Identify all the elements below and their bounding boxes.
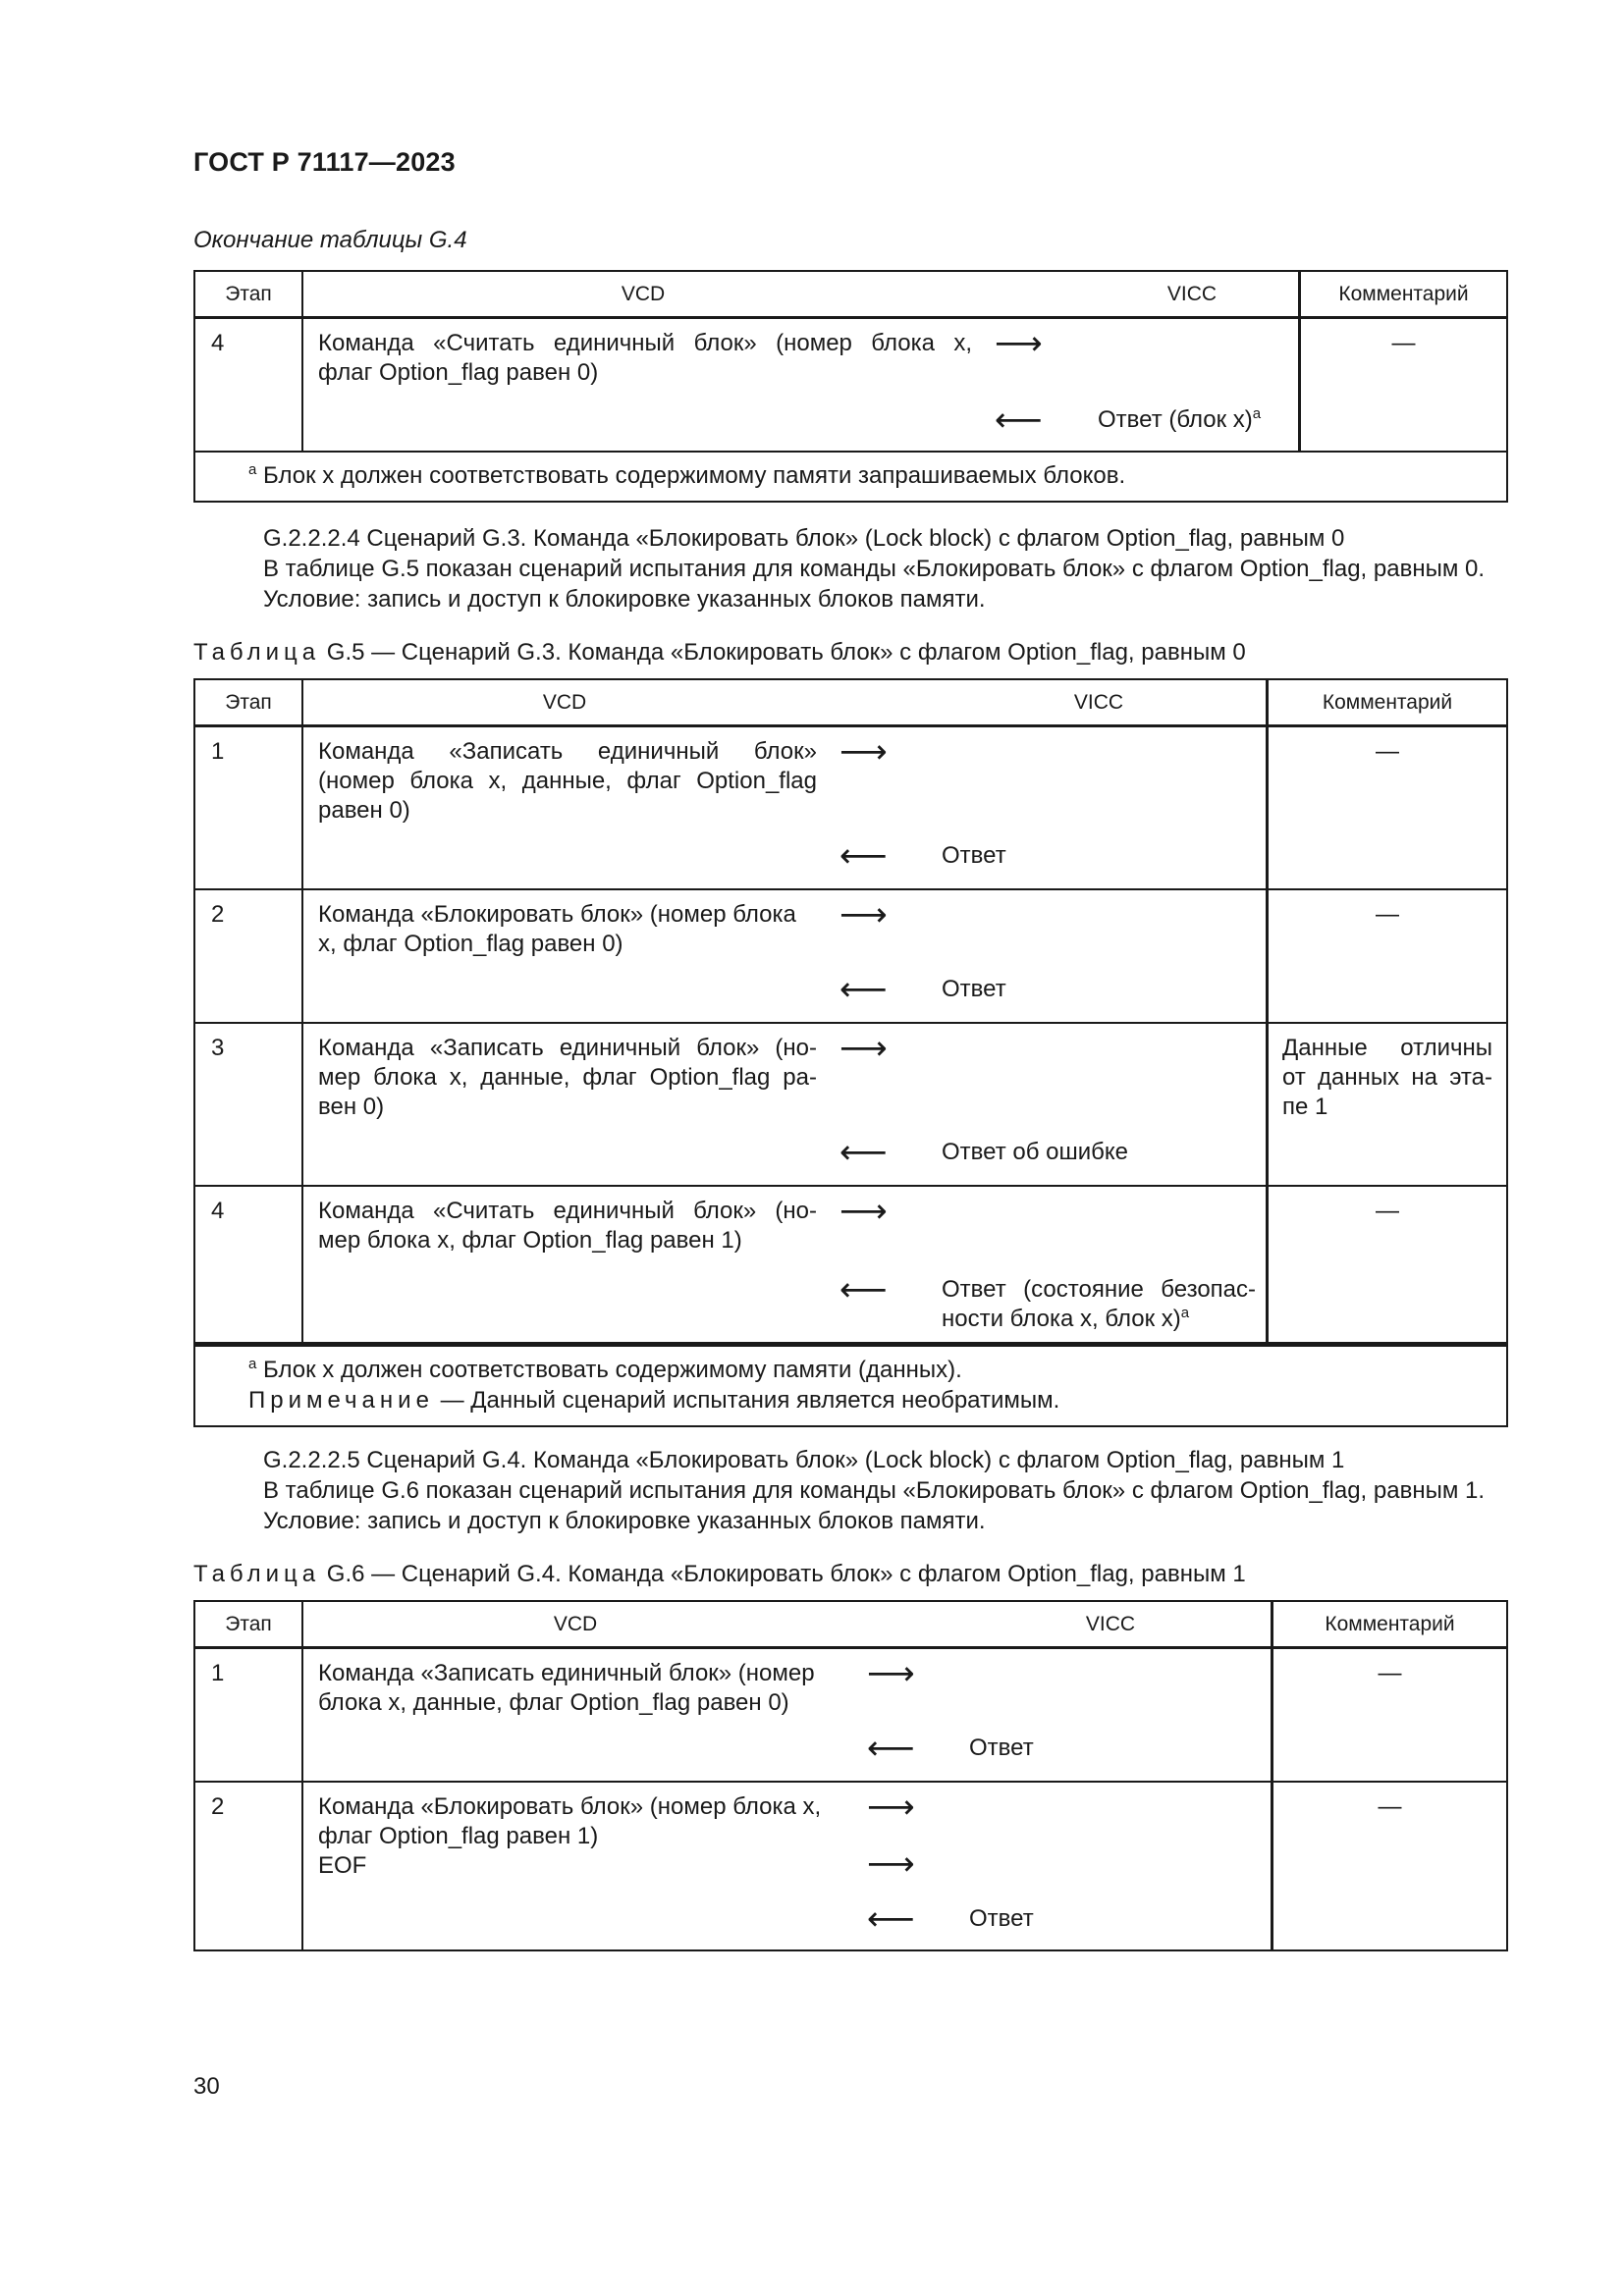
table-row bbox=[195, 1024, 1506, 1187]
row-response bbox=[1098, 405, 1261, 435]
arrow-right-icon: ⟶ bbox=[839, 1029, 888, 1068]
table-header bbox=[195, 680, 1506, 727]
row-command bbox=[318, 1792, 848, 1881]
section-text: В таблице G.5 показан сценарий испытания для команды «Блокировать блок» с флагом Option_flag, равным 0. bbox=[263, 556, 1486, 582]
footnote-marker: a bbox=[1180, 1305, 1190, 1321]
table-header bbox=[195, 272, 1506, 319]
arrow-left-icon: ⟵ bbox=[839, 1133, 888, 1172]
command-line: x, флаг Option_flag равен 0) bbox=[318, 931, 623, 957]
column-comment: Комментарий bbox=[1338, 282, 1469, 305]
row-comment: — bbox=[1376, 738, 1399, 765]
row-response: Ответ bbox=[969, 1735, 1034, 1761]
row-command bbox=[318, 737, 817, 826]
table-footnote bbox=[195, 1344, 1506, 1425]
comment-line: пе 1 bbox=[1282, 1094, 1328, 1120]
row-response: Ответ об ошибке bbox=[942, 1139, 1128, 1165]
column-vcd-vicc bbox=[303, 680, 1269, 724]
table-g5 bbox=[193, 678, 1508, 1427]
table-row bbox=[195, 1783, 1506, 1949]
table-g4 bbox=[193, 270, 1508, 503]
arrow-right-icon: ⟶ bbox=[995, 324, 1043, 363]
arrow-right-icon: ⟶ bbox=[867, 1844, 915, 1884]
arrow-right-icon: ⟶ bbox=[867, 1654, 915, 1693]
row-etap: 2 bbox=[195, 1783, 303, 1949]
command-line: равен 0) bbox=[318, 797, 410, 824]
column-vcd: VCD bbox=[553, 1612, 598, 1635]
row-command bbox=[318, 329, 972, 388]
column-etap: Этап bbox=[195, 680, 303, 724]
table-row bbox=[195, 1187, 1506, 1344]
response-line: ности блока x, блок x) bbox=[942, 1306, 1181, 1332]
section-text: В таблице G.6 показан сценарий испытания для команды «Блокировать блок» с флагом Option_flag, равным 1. bbox=[263, 1477, 1486, 1504]
command-line: Команда «Записать единичный блок» bbox=[318, 738, 817, 765]
column-vcd: VCD bbox=[621, 282, 666, 305]
table-row bbox=[195, 727, 1506, 890]
document-header: ГОСТ Р 71117—2023 bbox=[193, 147, 456, 177]
row-flow bbox=[303, 1187, 1269, 1342]
row-comment: — bbox=[1376, 901, 1399, 928]
arrow-left-icon: ⟵ bbox=[995, 400, 1043, 440]
caption-label: Таблица bbox=[193, 639, 321, 666]
row-command bbox=[318, 900, 817, 959]
footnote-marker: a bbox=[248, 461, 257, 478]
command-line: Команда «Считать единичный блок» (но- bbox=[318, 1198, 817, 1224]
row-etap: 1 bbox=[195, 1649, 303, 1781]
command-line: флаг Option_flag равен 0) bbox=[318, 359, 599, 386]
command-line: блока x, данные, флаг Option_flag равен 0) bbox=[318, 1689, 789, 1716]
arrow-right-icon: ⟶ bbox=[839, 895, 888, 934]
table-footnote bbox=[195, 453, 1506, 501]
page-number: 30 bbox=[193, 2073, 220, 2100]
footnote-text: Блок x должен соответствовать содержимому памяти (данных). bbox=[263, 1357, 962, 1383]
column-vicc: VICC bbox=[1085, 1612, 1136, 1635]
row-etap: 3 bbox=[195, 1024, 303, 1185]
row-etap: 4 bbox=[195, 319, 303, 451]
row-comment: — bbox=[1376, 1198, 1399, 1224]
column-comment: Комментарий bbox=[1325, 1612, 1455, 1635]
row-flow bbox=[303, 890, 1269, 1022]
row-flow bbox=[303, 727, 1269, 888]
table-row bbox=[195, 1649, 1506, 1783]
row-command bbox=[318, 1034, 817, 1122]
column-vicc: VICC bbox=[1073, 690, 1124, 714]
row-response bbox=[942, 1275, 1256, 1334]
row-comment: — bbox=[1391, 330, 1416, 356]
arrow-right-icon: ⟶ bbox=[839, 732, 888, 772]
table-row bbox=[195, 890, 1506, 1024]
row-etap: 1 bbox=[195, 727, 303, 888]
arrow-right-icon: ⟶ bbox=[839, 1192, 888, 1231]
note-label: Примечание bbox=[248, 1387, 434, 1414]
response-text: Ответ (блок x) bbox=[1098, 406, 1253, 433]
column-vicc: VICC bbox=[1166, 282, 1218, 305]
section-heading: G.2.2.2.4 Сценарий G.3. Команда «Блокировать блок» (Lock block) с флагом Option_flag, равным 0 bbox=[263, 525, 1345, 552]
table-header bbox=[195, 1602, 1506, 1649]
table-g5-caption bbox=[193, 639, 1246, 667]
section-text: Условие: запись и доступ к блокировке указанных блоков памяти. bbox=[263, 586, 986, 613]
row-response: Ответ bbox=[969, 1905, 1034, 1932]
row-flow bbox=[303, 319, 1301, 451]
section-heading: G.2.2.2.5 Сценарий G.4. Команда «Блокировать блок» (Lock block) с флагом Option_flag, равным 1 bbox=[263, 1447, 1345, 1473]
caption-text: G.5 — Сценарий G.3. Команда «Блокировать блок» с флагом Option_flag, равным 0 bbox=[326, 639, 1246, 666]
row-etap: 2 bbox=[195, 890, 303, 1022]
section-text: Условие: запись и доступ к блокировке указанных блоков памяти. bbox=[263, 1508, 986, 1534]
command-line: Команда «Считать единичный блок» (номер блока x, bbox=[318, 330, 972, 356]
row-command bbox=[318, 1197, 817, 1255]
section-g2224 bbox=[263, 523, 1520, 614]
footnote-text: Блок x должен соответствовать содержимому памяти запрашиваемых блоков. bbox=[263, 462, 1126, 489]
response-line: Ответ (состояние безопас- bbox=[942, 1276, 1256, 1303]
command-line: мер блока x, данные, флаг Option_flag ра- bbox=[318, 1064, 817, 1091]
arrow-left-icon: ⟵ bbox=[839, 970, 888, 1009]
column-vcd-vicc bbox=[303, 1602, 1273, 1646]
arrow-left-icon: ⟵ bbox=[839, 1270, 888, 1309]
column-etap: Этап bbox=[195, 1602, 303, 1646]
command-line: Команда «Записать единичный блок» (но- bbox=[318, 1035, 817, 1061]
row-flow bbox=[303, 1649, 1273, 1781]
row-comment bbox=[1269, 1024, 1506, 1185]
comment-line: Данные отличны bbox=[1282, 1035, 1492, 1061]
footnote-marker: a bbox=[248, 1356, 257, 1372]
command-line: EOF bbox=[318, 1852, 367, 1879]
row-command bbox=[318, 1659, 848, 1718]
table-row bbox=[195, 319, 1506, 453]
caption-label: Таблица bbox=[193, 1561, 321, 1587]
row-etap: 4 bbox=[195, 1187, 303, 1342]
column-etap: Этап bbox=[195, 272, 303, 316]
table-g6-caption bbox=[193, 1561, 1246, 1588]
command-line: флаг Option_flag равен 1) bbox=[318, 1823, 599, 1849]
table-g4-caption: Окончание таблицы G.4 bbox=[193, 227, 467, 253]
command-line: Команда «Записать единичный блок» (номер bbox=[318, 1660, 815, 1686]
command-line: (номер блока x, данные, флаг Option_flag bbox=[318, 768, 817, 794]
row-comment: — bbox=[1378, 1660, 1402, 1686]
row-comment: — bbox=[1378, 1793, 1402, 1820]
footnote-marker: a bbox=[1252, 405, 1262, 422]
command-line: Команда «Блокировать блок» (номер блока bbox=[318, 901, 796, 928]
command-line: вен 0) bbox=[318, 1094, 385, 1120]
command-line: мер блока x, флаг Option_flag равен 1) bbox=[318, 1227, 742, 1254]
column-vcd: VCD bbox=[542, 690, 587, 714]
row-flow bbox=[303, 1024, 1269, 1185]
command-line: Команда «Блокировать блок» (номер блока x, bbox=[318, 1793, 822, 1820]
arrow-right-icon: ⟶ bbox=[867, 1788, 915, 1827]
column-vcd-vicc bbox=[303, 272, 1301, 316]
note-text: — Данный сценарий испытания является необратимым. bbox=[440, 1387, 1060, 1414]
row-flow bbox=[303, 1783, 1273, 1949]
row-response: Ответ bbox=[942, 976, 1006, 1002]
section-g2225 bbox=[263, 1445, 1520, 1536]
arrow-left-icon: ⟵ bbox=[839, 836, 888, 876]
column-comment: Комментарий bbox=[1322, 690, 1453, 714]
row-response: Ответ bbox=[942, 842, 1006, 869]
arrow-left-icon: ⟵ bbox=[867, 1729, 915, 1768]
caption-text: G.6 — Сценарий G.4. Команда «Блокировать блок» с флагом Option_flag, равным 1 bbox=[326, 1561, 1246, 1587]
arrow-left-icon: ⟵ bbox=[867, 1899, 915, 1939]
comment-line: от данных на эта- bbox=[1282, 1064, 1492, 1091]
table-g6 bbox=[193, 1600, 1508, 1951]
